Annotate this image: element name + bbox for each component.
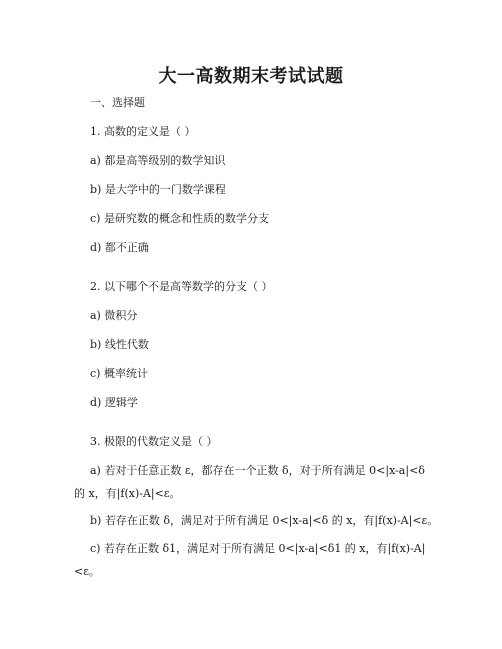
question-3-option-a: a) 若对于任意正数 ε，都存在一个正数 δ，对于所有满足 0<|x-a|<δ 的 x，有|f(x)-A|<ε。 — [74, 464, 425, 500]
question-3-option-b: b) 若存在正数 δ，满足对于所有满足 0<|x-a|<δ 的 x，有|f(x)-A|<ε。 — [90, 514, 439, 527]
question-1-option-b: b) 是大学中的一门数学课程 — [90, 183, 226, 196]
question-2-option-b: b) 线性代数 — [90, 338, 149, 351]
question-2-option-a: a) 微积分 — [90, 309, 138, 322]
section-heading: 一、选择题 — [90, 96, 145, 109]
question-3-stem: 3. 极限的代数定义是（ ） — [90, 435, 218, 448]
question-3-option-c: c) 若存在正数 δ1，满足对于所有满足 0<|x-a|<δ1 的 x，有|f(x)-A|<ε。 — [74, 542, 426, 578]
question-1-option-c: c) 是研究数的概念和性质的数学分支 — [90, 212, 269, 225]
question-2-stem: 2. 以下哪个不是高等数学的分支（ ） — [90, 280, 273, 293]
question-1-stem: 1. 高数的定义是（ ） — [90, 125, 196, 138]
question-2-option-d: d) 逻辑学 — [90, 396, 138, 409]
question-1-option-d: d) 都不正确 — [90, 241, 149, 254]
question-1-option-a: a) 都是高等级别的数学知识 — [90, 154, 226, 167]
question-2-option-c: c) 概率统计 — [90, 367, 148, 380]
document-title: 大一高数期末考试试题 — [158, 66, 344, 87]
